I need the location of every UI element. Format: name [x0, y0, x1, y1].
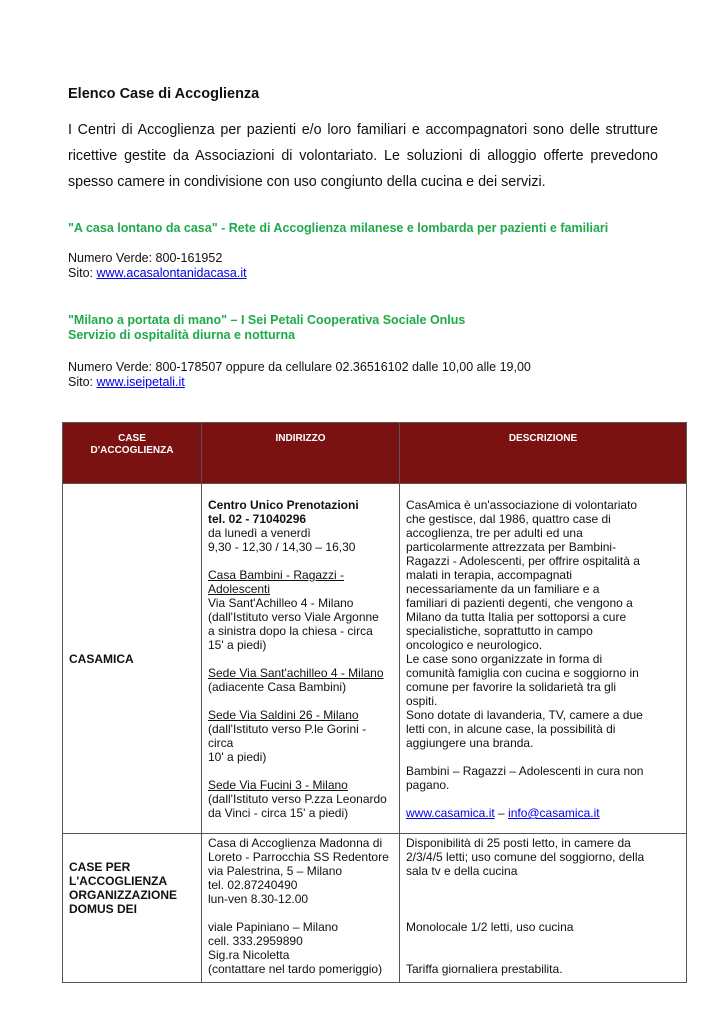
site-label: Sito: — [68, 266, 97, 280]
addr-heading: Casa Bambini - Ragazzi - — [208, 568, 345, 582]
addr-line: lun-ven 8.30-12.00 — [208, 892, 309, 906]
desc-line: Bambini – Ragazzi – Adolescenti in cura non — [406, 764, 644, 778]
addr-heading: Sede Via Sant'achilleo 4 - Milano — [208, 666, 384, 680]
addr-heading: Sede Via Fucini 3 - Milano — [208, 778, 348, 792]
link-separator: – — [494, 806, 509, 820]
table-row — [63, 484, 687, 834]
section1-heading: "A casa lontano da casa" - Rete di Accoglienza milanese e lombarda per pazienti e familiari — [68, 221, 609, 235]
header-indirizzo: INDIRIZZO — [202, 423, 400, 484]
addr-line: Via Sant'Achilleo 4 - Milano — [208, 596, 354, 610]
addr-line: da Vinci - circa 15' a piedi) — [208, 806, 349, 820]
desc-line: CasAmica è un'associazione di volontariato — [406, 498, 638, 512]
section2-heading-line1: "Milano a portata di mano" – I Sei Petali Cooperativa Sociale Onlus — [68, 313, 466, 327]
section1-site-link[interactable]: www.acasalontanidacasa.it — [96, 266, 247, 280]
addr-line: circa — [208, 736, 234, 750]
addr-line: tel. 02.87240490 — [208, 878, 298, 892]
name-line: CASE PER — [69, 860, 131, 874]
addr-line: Sig.ra Nicoletta — [208, 948, 290, 962]
addr-heading: Sede Via Saldini 26 - Milano — [208, 708, 359, 722]
name-line: DOMUS DEI — [69, 902, 138, 916]
desc-line: Ragazzi - Adolescenti, per offrire ospitalità a — [406, 554, 640, 568]
section2-heading — [68, 313, 668, 343]
accommodation-table — [62, 422, 687, 983]
desc-line: 2/3/4/5 letti; uso comune del soggiorno, della — [406, 850, 645, 864]
addr-line: cell. 333.2959890 — [208, 934, 303, 948]
casamica-email-link[interactable]: info@casamica.it — [508, 806, 600, 820]
desc-line: Le case sono organizzate in forma di — [406, 652, 603, 666]
desc-line: Tariffa giornaliera prestabilita. — [406, 962, 563, 976]
addr-line: (dall'Istituto verso Viale Argonne — [208, 610, 379, 624]
intro-paragraph: I Centri di Accoglienza per pazienti e/o loro familiari e accompagnatori sono delle strutture ricettive gestite da Associazioni di volontariato. Le soluzioni di alloggio offerte prevedono spesso camere in condivisione con uso congiunto della cucina e dei servizi. — [68, 122, 658, 190]
desc-line: necessariamente da un familiare e a — [406, 582, 600, 596]
section2-info — [68, 360, 531, 390]
row1-name: CASAMICA — [63, 484, 202, 834]
desc-line: sala tv e della cucina — [406, 864, 518, 878]
addr-line: via Palestrina, 5 – Milano — [208, 864, 343, 878]
desc-line: comune per favorire la solidarietà tra gli — [406, 680, 617, 694]
row2-address — [202, 834, 400, 983]
name-line: ORGANIZZAZIONE — [69, 888, 177, 902]
addr-line: 15' a piedi) — [208, 638, 267, 652]
table-header-row — [63, 423, 687, 484]
page-title: Elenco Case di Accoglienza — [68, 86, 260, 102]
addr-line: (adiacente Casa Bambini) — [208, 680, 347, 694]
addr-line: viale Papiniano – Milano — [208, 920, 339, 934]
desc-line: pagano. — [406, 778, 450, 792]
addr-line: da lunedì a venerdì — [208, 526, 311, 540]
section1-phone: Numero Verde: 800-161952 — [68, 251, 223, 265]
row2-description — [400, 834, 687, 983]
desc-line: familiari di pazienti degenti, che vengono a — [406, 596, 633, 610]
desc-line: che gestisce, dal 1986, quattro case di — [406, 512, 611, 526]
addr-line: (contattare nel tardo pomeriggio) — [208, 962, 383, 976]
row1-description — [400, 484, 687, 834]
header-descrizione: DESCRIZIONE — [400, 423, 687, 484]
desc-line: letti con, in alcune case, la possibilità di — [406, 722, 616, 736]
desc-block — [406, 498, 680, 750]
row1-address — [202, 484, 400, 834]
addr-bold: tel. 02 - 71040296 — [208, 512, 307, 526]
desc-line: malati in terapia, accompagnati — [406, 568, 573, 582]
desc-line: Monolocale 1/2 letti, uso cucina — [406, 920, 574, 934]
casamica-site-link[interactable]: www.casamica.it — [406, 806, 495, 820]
addr-line: Loreto - Parrocchia SS Redentore — [208, 850, 389, 864]
addr-line: Casa di Accoglienza Madonna di — [208, 836, 383, 850]
addr-heading: Adolescenti — [208, 582, 271, 596]
desc-line: Disponibilità di 25 posti letto, in camere da — [406, 836, 631, 850]
header-case: CASE D'ACCOGLIENZA — [63, 423, 202, 484]
desc-line: particolarmente attrezzata per Bambini- — [406, 540, 617, 554]
desc-line: ospiti. — [406, 694, 438, 708]
desc-line: Milano da tutta Italia per sottoporsi a cure — [406, 610, 627, 624]
section2-phone: Numero Verde: 800-178507 oppure da cellulare 02.36516102 dalle 10,00 alle 19,00 — [68, 360, 531, 374]
name-line: L'ACCOGLIENZA — [69, 874, 168, 888]
section1-info — [68, 251, 247, 281]
section2-site — [68, 375, 531, 390]
desc-line: oncologico e neurologico. — [406, 638, 543, 652]
desc-line: Sono dotate di lavanderia, TV, camere a due — [406, 708, 643, 722]
row2-name — [63, 834, 202, 983]
addr-line: 10' a piedi) — [208, 750, 267, 764]
site-label: Sito: — [68, 375, 97, 389]
section1-site — [68, 266, 247, 281]
desc-line: comunità famiglia con cucina e soggiorno in — [406, 666, 639, 680]
desc-line: specialistiche, soprattutto in campo — [406, 624, 593, 638]
table-row — [63, 834, 687, 983]
section2-heading-line2: Servizio di ospitalità diurna e notturna — [68, 328, 296, 342]
desc-line: accoglienza, tre per adulti ed una — [406, 526, 583, 540]
section2-site-link[interactable]: www.iseipetali.it — [96, 375, 185, 389]
addr-line: 9,30 - 12,30 / 14,30 – 16,30 — [208, 540, 356, 554]
addr-line: (dall'Istituto verso P.le Gorini - — [208, 722, 367, 736]
addr-line: (dall'Istituto verso P.zza Leonardo — [208, 792, 387, 806]
addr-bold: Centro Unico Prenotazioni — [208, 498, 359, 512]
desc-links — [406, 806, 680, 820]
addr-line: a sinistra dopo la chiesa - circa — [208, 624, 373, 638]
desc-line: aggiungere una branda. — [406, 736, 534, 750]
